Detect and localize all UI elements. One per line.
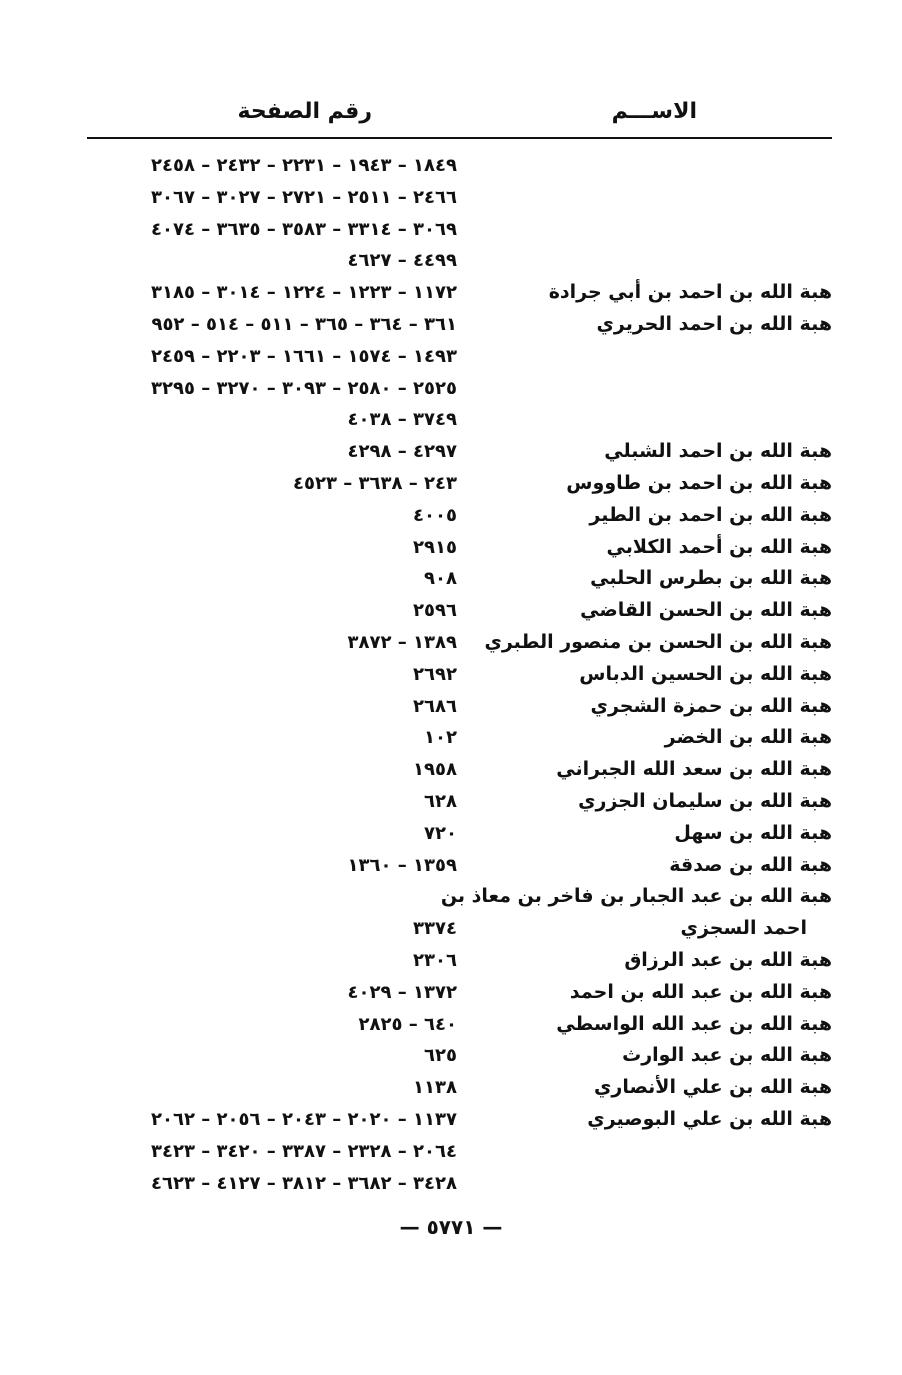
entry-page-numbers: ١٤٩٣ – ١٥٧٤ – ١٦٦١ – ٢٢٠٣ – ٢٤٥٩ [151, 345, 457, 367]
entry-page-numbers: ٢٤٦٦ – ٢٥١١ – ٢٧٢١ – ٣٠٢٧ – ٣٠٦٧ [151, 186, 457, 208]
index-entry-row [0, 245, 902, 277]
index-entry-row [0, 786, 902, 818]
index-entry-row [0, 945, 902, 977]
index-entry-row [0, 659, 902, 691]
index-entry-row [0, 850, 902, 882]
index-entry-row [0, 1072, 902, 1104]
entry-name: هبة الله بن بطرس الحلبي [590, 567, 832, 590]
entry-page-numbers: ٣٦١ – ٣٦٤ – ٣٦٥ – ٥١١ – ٥١٤ – ٩٥٢ [151, 313, 457, 335]
index-entry-row [0, 881, 902, 913]
index-entry-row [0, 404, 902, 436]
entry-name: هبة الله بن الخضر [664, 726, 832, 749]
name-column-header: الاســـم [611, 99, 697, 124]
index-entry-row [0, 691, 902, 723]
entry-page-numbers: ٦٤٠ – ٢٨٢٥ [358, 1013, 457, 1035]
index-entry-row [0, 595, 902, 627]
entry-name: هبة الله بن عبد الرزاق [624, 948, 832, 971]
entry-page-numbers: ١٣٧٢ – ٤٠٢٩ [347, 981, 457, 1003]
index-entry-row [0, 214, 902, 246]
entry-name: هبة الله بن حمزة الشجري [590, 694, 832, 717]
index-entry-row [0, 277, 902, 309]
index-entry-row [0, 1040, 902, 1072]
entry-page-numbers: ١٩٥٨ [413, 759, 457, 781]
entry-name: هبة الله بن الحسين الدباس [579, 662, 832, 685]
entry-page-numbers: ٢٦٩٢ [413, 663, 457, 685]
entry-page-numbers: ٣٤٢٨ – ٣٦٨٢ – ٣٨١٢ – ٤١٢٧ – ٤٦٢٣ [151, 1172, 457, 1194]
entry-page-numbers: ٤٠٠٥ [413, 504, 457, 526]
index-entry-row [0, 1136, 902, 1168]
entry-page-numbers: ٣٧٤٩ – ٤٠٣٨ [347, 409, 457, 431]
entry-page-numbers: ٩٠٨ [424, 568, 457, 590]
index-entry-row [0, 1104, 902, 1136]
entry-page-numbers: ١١٣٧ – ٢٠٢٠ – ٢٠٤٣ – ٢٠٥٦ – ٢٠٦٢ [151, 1108, 457, 1130]
entry-page-numbers: ٣٠٦٩ – ٣٣١٤ – ٣٥٨٣ – ٣٦٣٥ – ٤٠٧٤ [151, 218, 457, 240]
index-entry-row [0, 468, 902, 500]
entry-page-numbers: ٦٢٨ [424, 790, 457, 812]
entry-page-numbers: ٢٦٨٦ [413, 695, 457, 717]
entry-page-numbers: ٣٣٧٤ [413, 918, 457, 940]
entry-page-numbers: ٤٤٩٩ – ٤٦٢٧ [347, 250, 457, 272]
index-entry-row [0, 754, 902, 786]
entry-page-numbers: ٦٢٥ [424, 1045, 457, 1067]
entry-name: هبة الله بن سهل [674, 821, 832, 844]
entry-page-numbers: ٢٥٢٥ – ٢٥٨٠ – ٣٠٩٣ – ٣٢٧٠ – ٣٢٩٥ [151, 377, 457, 399]
entry-page-numbers: ١١٧٢ – ١٢٢٣ – ١٢٢٤ – ٣٠١٤ – ٣١٨٥ [151, 282, 457, 304]
entry-name: هبة الله بن سعد الله الجبراني [556, 758, 832, 781]
entry-page-numbers: ١٠٢ [424, 727, 457, 749]
index-entry-row [0, 563, 902, 595]
entry-name: هبة الله بن علي البوصيري [587, 1107, 832, 1130]
index-entry-row [0, 722, 902, 754]
entry-name: هبة الله بن صدقة [669, 853, 832, 876]
page-number-column-header: رقم الصفحة [237, 99, 372, 124]
index-entry-row [0, 532, 902, 564]
index-entry-row [0, 1168, 902, 1200]
entry-page-numbers: ١٣٨٩ – ٣٨٧٢ [347, 631, 457, 653]
entry-name: هبة الله بن عبد الوارث [622, 1044, 832, 1067]
entry-page-numbers: ٧٢٠ [424, 822, 457, 844]
entry-name: هبة الله بن الحسن القاضي [580, 599, 832, 622]
entry-page-numbers: ١٣٥٩ – ١٣٦٠ [347, 854, 457, 876]
entry-name: هبة الله بن احمد الشبلي [604, 440, 832, 463]
index-entry-row [0, 818, 902, 850]
entry-name: هبة الله بن الحسن بن منصور الطبري [484, 630, 832, 653]
entry-page-numbers: ٢٣٠٦ [413, 949, 457, 971]
index-entry-row [0, 1009, 902, 1041]
entry-name: هبة الله بن احمد بن طاووس [566, 471, 832, 494]
entry-name: هبة الله بن عبد الجبار بن فاخر بن معاذ بن [440, 885, 832, 908]
entry-name: هبة الله بن عبد الله بن احمد [569, 980, 832, 1003]
entry-page-numbers: ٢٤٣ – ٣٦٣٨ – ٤٥٢٣ [293, 472, 457, 494]
index-entry-row [0, 436, 902, 468]
index-entry-row [0, 977, 902, 1009]
entry-name: هبة الله بن علي الأنصاري [593, 1076, 832, 1099]
index-entry-row [0, 500, 902, 532]
entry-page-numbers: ٢٩١٥ [413, 536, 457, 558]
entry-page-numbers: ٢٥٩٦ [413, 600, 457, 622]
entry-name: هبة الله بن عبد الله الواسطي [556, 1012, 832, 1035]
index-entries [0, 150, 902, 1199]
index-entry-row [0, 373, 902, 405]
entry-name: احمد السجزي [680, 917, 807, 940]
index-entry-row [0, 150, 902, 182]
entry-page-numbers: ١١٣٨ [413, 1077, 457, 1099]
index-entry-row [0, 341, 902, 373]
page-number-footer: — ٥٧٧١ — [399, 1215, 503, 1239]
entry-name: هبة الله بن احمد الحريري [596, 312, 832, 335]
entry-page-numbers: ٢٠٦٤ – ٢٣٢٨ – ٣٣٨٧ – ٣٤٢٠ – ٣٤٢٣ [151, 1140, 457, 1162]
index-entry-row [0, 309, 902, 341]
index-entry-row [0, 913, 902, 945]
entry-name: هبة الله بن أحمد الكلابي [606, 535, 832, 558]
entry-name: هبة الله بن سليمان الجزري [578, 789, 832, 812]
index-entry-row [0, 627, 902, 659]
entry-name: هبة الله بن احمد بن الطير [589, 503, 832, 526]
entry-name: هبة الله بن احمد بن أبي جرادة [548, 281, 832, 304]
entry-page-numbers: ١٨٤٩ – ١٩٤٣ – ٢٢٣١ – ٢٤٣٢ – ٢٤٥٨ [151, 155, 457, 176]
header-divider [87, 137, 832, 139]
index-entry-row [0, 182, 902, 214]
entry-page-numbers: ٤٢٩٧ – ٤٢٩٨ [347, 441, 457, 463]
